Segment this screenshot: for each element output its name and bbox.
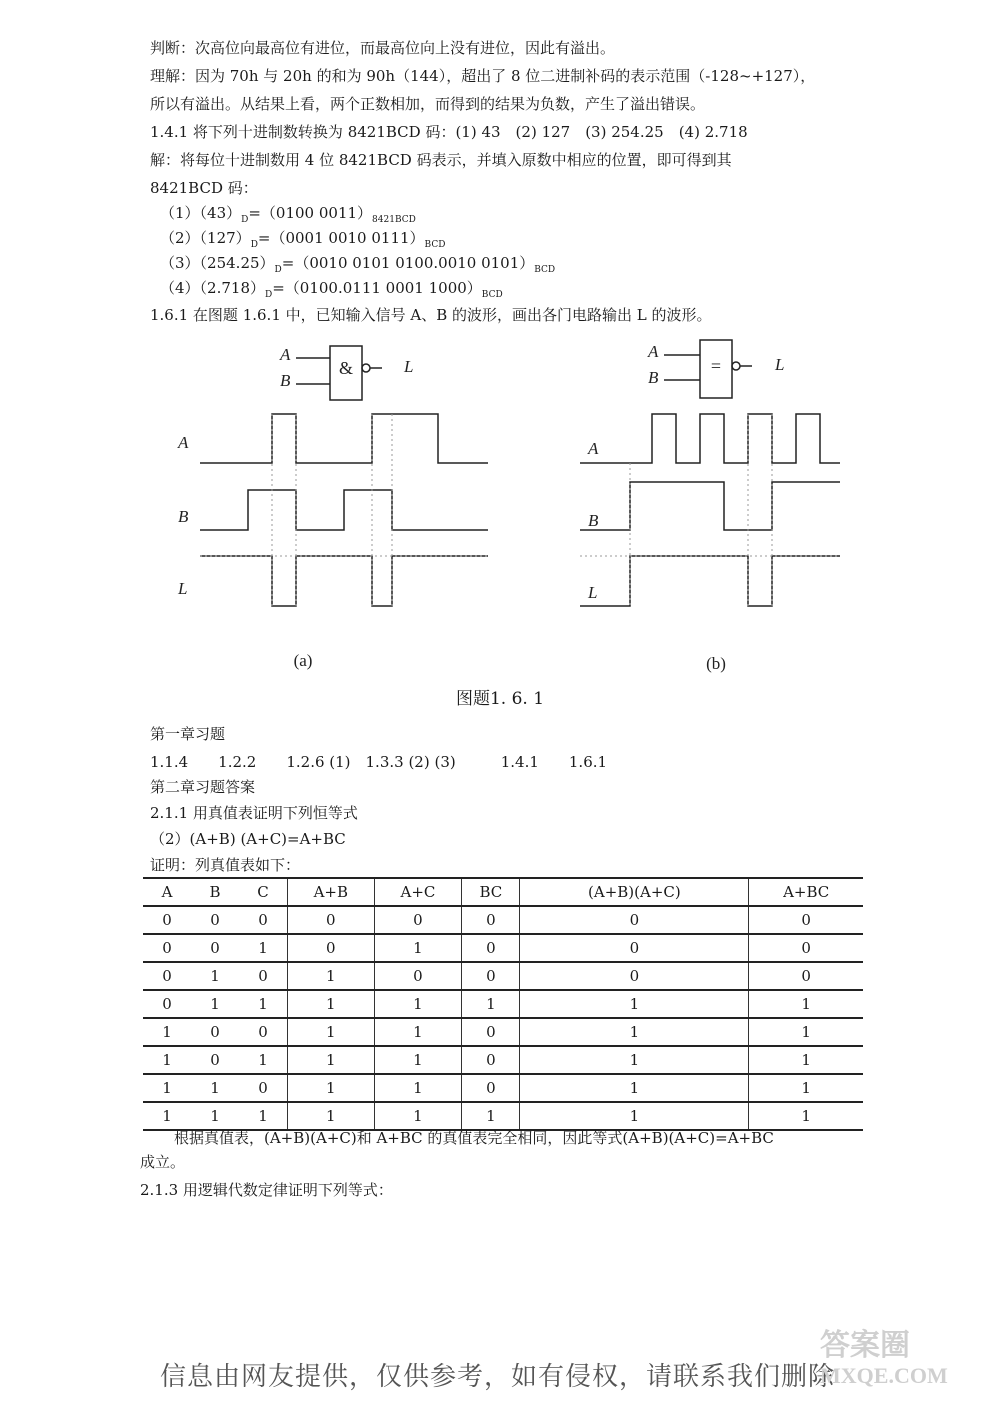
table-cell: 1 [288, 962, 375, 990]
table-cell: 1 [143, 1074, 191, 1102]
table-row [143, 1074, 863, 1102]
chapter-1-exercise-list: 1.1.4 1.2.2 1.2.6 (1) 1.3.3 (2) (3) 1.4.1 1.6.1 [150, 753, 608, 771]
watermark-site-text: MXQE.COM [820, 1363, 948, 1388]
table-cell: 1 [749, 1074, 863, 1102]
table-cell: 0 [520, 934, 749, 962]
table-cell: 1 [462, 1102, 520, 1130]
table-cell: 0 [143, 906, 191, 934]
conclusion-line-1: 根据真值表，(A+B)(A+C)和 A+BC 的真值表完全相同，因此等式(A+B)(A+C)=A+BC [174, 1129, 774, 1147]
table-row [143, 962, 863, 990]
bcd-answer-1: $(1)(43)_D=(0100$ $0011)_{8421BCD}$ [160, 204, 416, 225]
table-cell: 1 [239, 990, 288, 1018]
table-cell: 1 [239, 1046, 288, 1074]
solution-intro-2: 8421BCD 码： [150, 179, 258, 197]
table-cell: 0 [520, 906, 749, 934]
table-cell: 1 [143, 1018, 191, 1046]
table-cell: 1 [749, 1046, 863, 1074]
table-cell: 1 [288, 1018, 375, 1046]
table-cell: 1 [239, 1102, 288, 1130]
col-header-bc: BC [462, 878, 520, 906]
gate-a-label-l: L [404, 357, 414, 376]
gate-b-inversion-bubble [732, 362, 740, 370]
watermark-logo-text: 答案圈 [820, 1329, 910, 1362]
table-row [143, 934, 863, 962]
table-cell: 0 [749, 906, 863, 934]
table-cell: 1 [288, 990, 375, 1018]
gate-a-label-a: A [280, 345, 291, 364]
solution-intro-1: 解：将每位十进制数用 4 位 8421BCD 码表示，并填入原数中相应的位置，即可得到其 [150, 151, 732, 169]
gate-a-inversion-bubble [362, 364, 370, 372]
conclusion-paragraph [140, 1126, 860, 1174]
table-cell: 1 [462, 990, 520, 1018]
table-cell: 0 [239, 906, 288, 934]
chapter-1-title: 第一章习题 [150, 725, 226, 743]
table-cell: 1 [374, 1074, 462, 1102]
table-cell: 1 [520, 1074, 749, 1102]
table-cell: 1 [191, 990, 239, 1018]
gate-b-label-a: A [648, 342, 659, 361]
col-header-a-plus-b: A+B [288, 878, 375, 906]
disclaimer-footer: 信息由网友提供，仅供参考，如有侵权，请联系我们删除 [160, 1362, 836, 1392]
table-cell: 1 [239, 934, 288, 962]
table-row [143, 1018, 863, 1046]
problem-1-6-1: 1.6.1 在图题 1.6.1 中，已知输入信号 A、B 的波形，画出各门电路输出 L 的波形。 [150, 306, 712, 324]
text-judgment: 判断：次高位向最高位有进位，而最高位向上没有进位，因此有溢出。 [150, 39, 616, 57]
table-cell: 0 [462, 962, 520, 990]
col-header-product: (A+B)(A+C) [520, 878, 749, 906]
wave-b-output-l [580, 556, 840, 606]
table-cell: 1 [749, 1018, 863, 1046]
table-cell: 1 [374, 934, 462, 962]
table-cell: 0 [191, 1046, 239, 1074]
table-cell: 0 [191, 906, 239, 934]
col-header-a: A [143, 878, 191, 906]
table-cell: 1 [191, 962, 239, 990]
table-cell: 1 [520, 1102, 749, 1130]
wave-a-row-b: B [178, 507, 189, 526]
bcd-answer-4: $(4)(2.718)_D=(0100.0111$ 0001 $1000)_{BCD}$ [160, 279, 503, 300]
table-cell: 1 [374, 1102, 462, 1130]
table-cell: 0 [288, 934, 375, 962]
table-cell: 0 [288, 906, 375, 934]
gate-b-label-l: L [775, 355, 785, 374]
problem-2-1-1: 2.1.1 用真值表证明下列恒等式 [150, 804, 358, 822]
gate-b-label-b: B [648, 368, 659, 387]
table-cell: 1 [288, 1046, 375, 1074]
conclusion-line-2: 成立。 [140, 1153, 186, 1171]
wave-a-row-l: L [178, 579, 188, 598]
table-cell: 1 [143, 1102, 191, 1130]
table-cell: 0 [374, 962, 462, 990]
col-header-c: C [239, 878, 288, 906]
problem-2-1-1-part-2: （2）(A+B) (A+C)=A+BC [150, 830, 346, 848]
wave-a-input-b [200, 490, 488, 530]
wave-b-input-a [580, 414, 840, 463]
text-explanation-2: 所以有溢出。从结果上看，两个正数相加，而得到的结果为负数，产生了溢出错误。 [150, 95, 706, 113]
table-cell: 0 [239, 1018, 288, 1046]
waveform-figure [0, 330, 1000, 690]
col-header-a-plus-c: A+C [374, 878, 462, 906]
table-cell: 0 [749, 962, 863, 990]
gate-a-symbol: & [338, 358, 354, 378]
table-cell: 0 [462, 1074, 520, 1102]
table-row [143, 1046, 863, 1074]
problem-2-1-3: 2.1.3 用逻辑代数定律证明下列等式： [140, 1181, 393, 1199]
table-cell: 1 [520, 1018, 749, 1046]
table-cell: 1 [374, 1046, 462, 1074]
gate-b-symbol: = [710, 356, 722, 376]
problem-1-4-1: 1.4.1 将下列十进制数转换为 8421BCD 码：(1) 43 (2) 127 (3) 254.25 (4) 2.718 [150, 123, 748, 141]
table-cell: 1 [520, 990, 749, 1018]
table-row [143, 990, 863, 1018]
table-cell: 1 [288, 1074, 375, 1102]
table-cell: 0 [143, 934, 191, 962]
table-cell: 1 [191, 1074, 239, 1102]
table-cell: 0 [374, 906, 462, 934]
col-header-b: B [191, 878, 239, 906]
wave-a-input-a [200, 414, 488, 463]
table-cell: 0 [143, 962, 191, 990]
table-cell: 0 [239, 1074, 288, 1102]
table-cell: 0 [462, 1018, 520, 1046]
table-cell: 1 [191, 1102, 239, 1130]
figure-title: 图题1. 6. 1 [455, 689, 545, 709]
table-cell: 0 [749, 934, 863, 962]
figure-label-b: (b) [706, 654, 726, 673]
table-cell: 1 [143, 1046, 191, 1074]
table-cell: 0 [239, 962, 288, 990]
table-cell: 1 [374, 1018, 462, 1046]
text-explanation-1: 理解：因为 70h 与 20h 的和为 90h（144），超出了 8 位二进制补码的表示范围（-128~+127）， [150, 67, 816, 85]
bcd-answer-3: $(3)(254.25)_D=(0010$ 0101 0100.0010 $0101)_{BCD}$ [160, 254, 556, 275]
table-cell: 1 [288, 1102, 375, 1130]
table-cell: 0 [462, 906, 520, 934]
col-header-a-plus-bc: A+BC [749, 878, 863, 906]
table-cell: 1 [520, 1046, 749, 1074]
wave-b-input-b [580, 482, 840, 530]
table-row [143, 906, 863, 934]
wave-b-row-a: A [588, 439, 599, 458]
table-cell: 0 [143, 990, 191, 1018]
table-cell: 0 [462, 934, 520, 962]
watermark-logo [790, 1319, 980, 1389]
wave-b-row-b: B [588, 511, 599, 530]
table-cell: 1 [374, 990, 462, 1018]
truth-table [143, 877, 863, 1131]
bcd-answer-2: $(2)(127)_D=(0001$ 0010 $0111)_{BCD}$ [160, 229, 446, 250]
figure-label-a: (a) [293, 651, 313, 670]
table-cell: 0 [191, 1018, 239, 1046]
wave-a-row-a: A [178, 433, 189, 452]
table-cell: 0 [191, 934, 239, 962]
wave-b-row-l: L [588, 583, 598, 602]
table-cell: 1 [749, 1102, 863, 1130]
table-cell: 1 [749, 990, 863, 1018]
table-cell: 0 [520, 962, 749, 990]
table-cell: 0 [462, 1046, 520, 1074]
truth-table-header [143, 878, 863, 906]
proof-intro: 证明：列真值表如下： [150, 856, 301, 874]
chapter-2-title: 第二章习题答案 [150, 778, 256, 796]
wave-a-output-l [200, 556, 488, 606]
gate-a-label-b: B [280, 371, 291, 390]
